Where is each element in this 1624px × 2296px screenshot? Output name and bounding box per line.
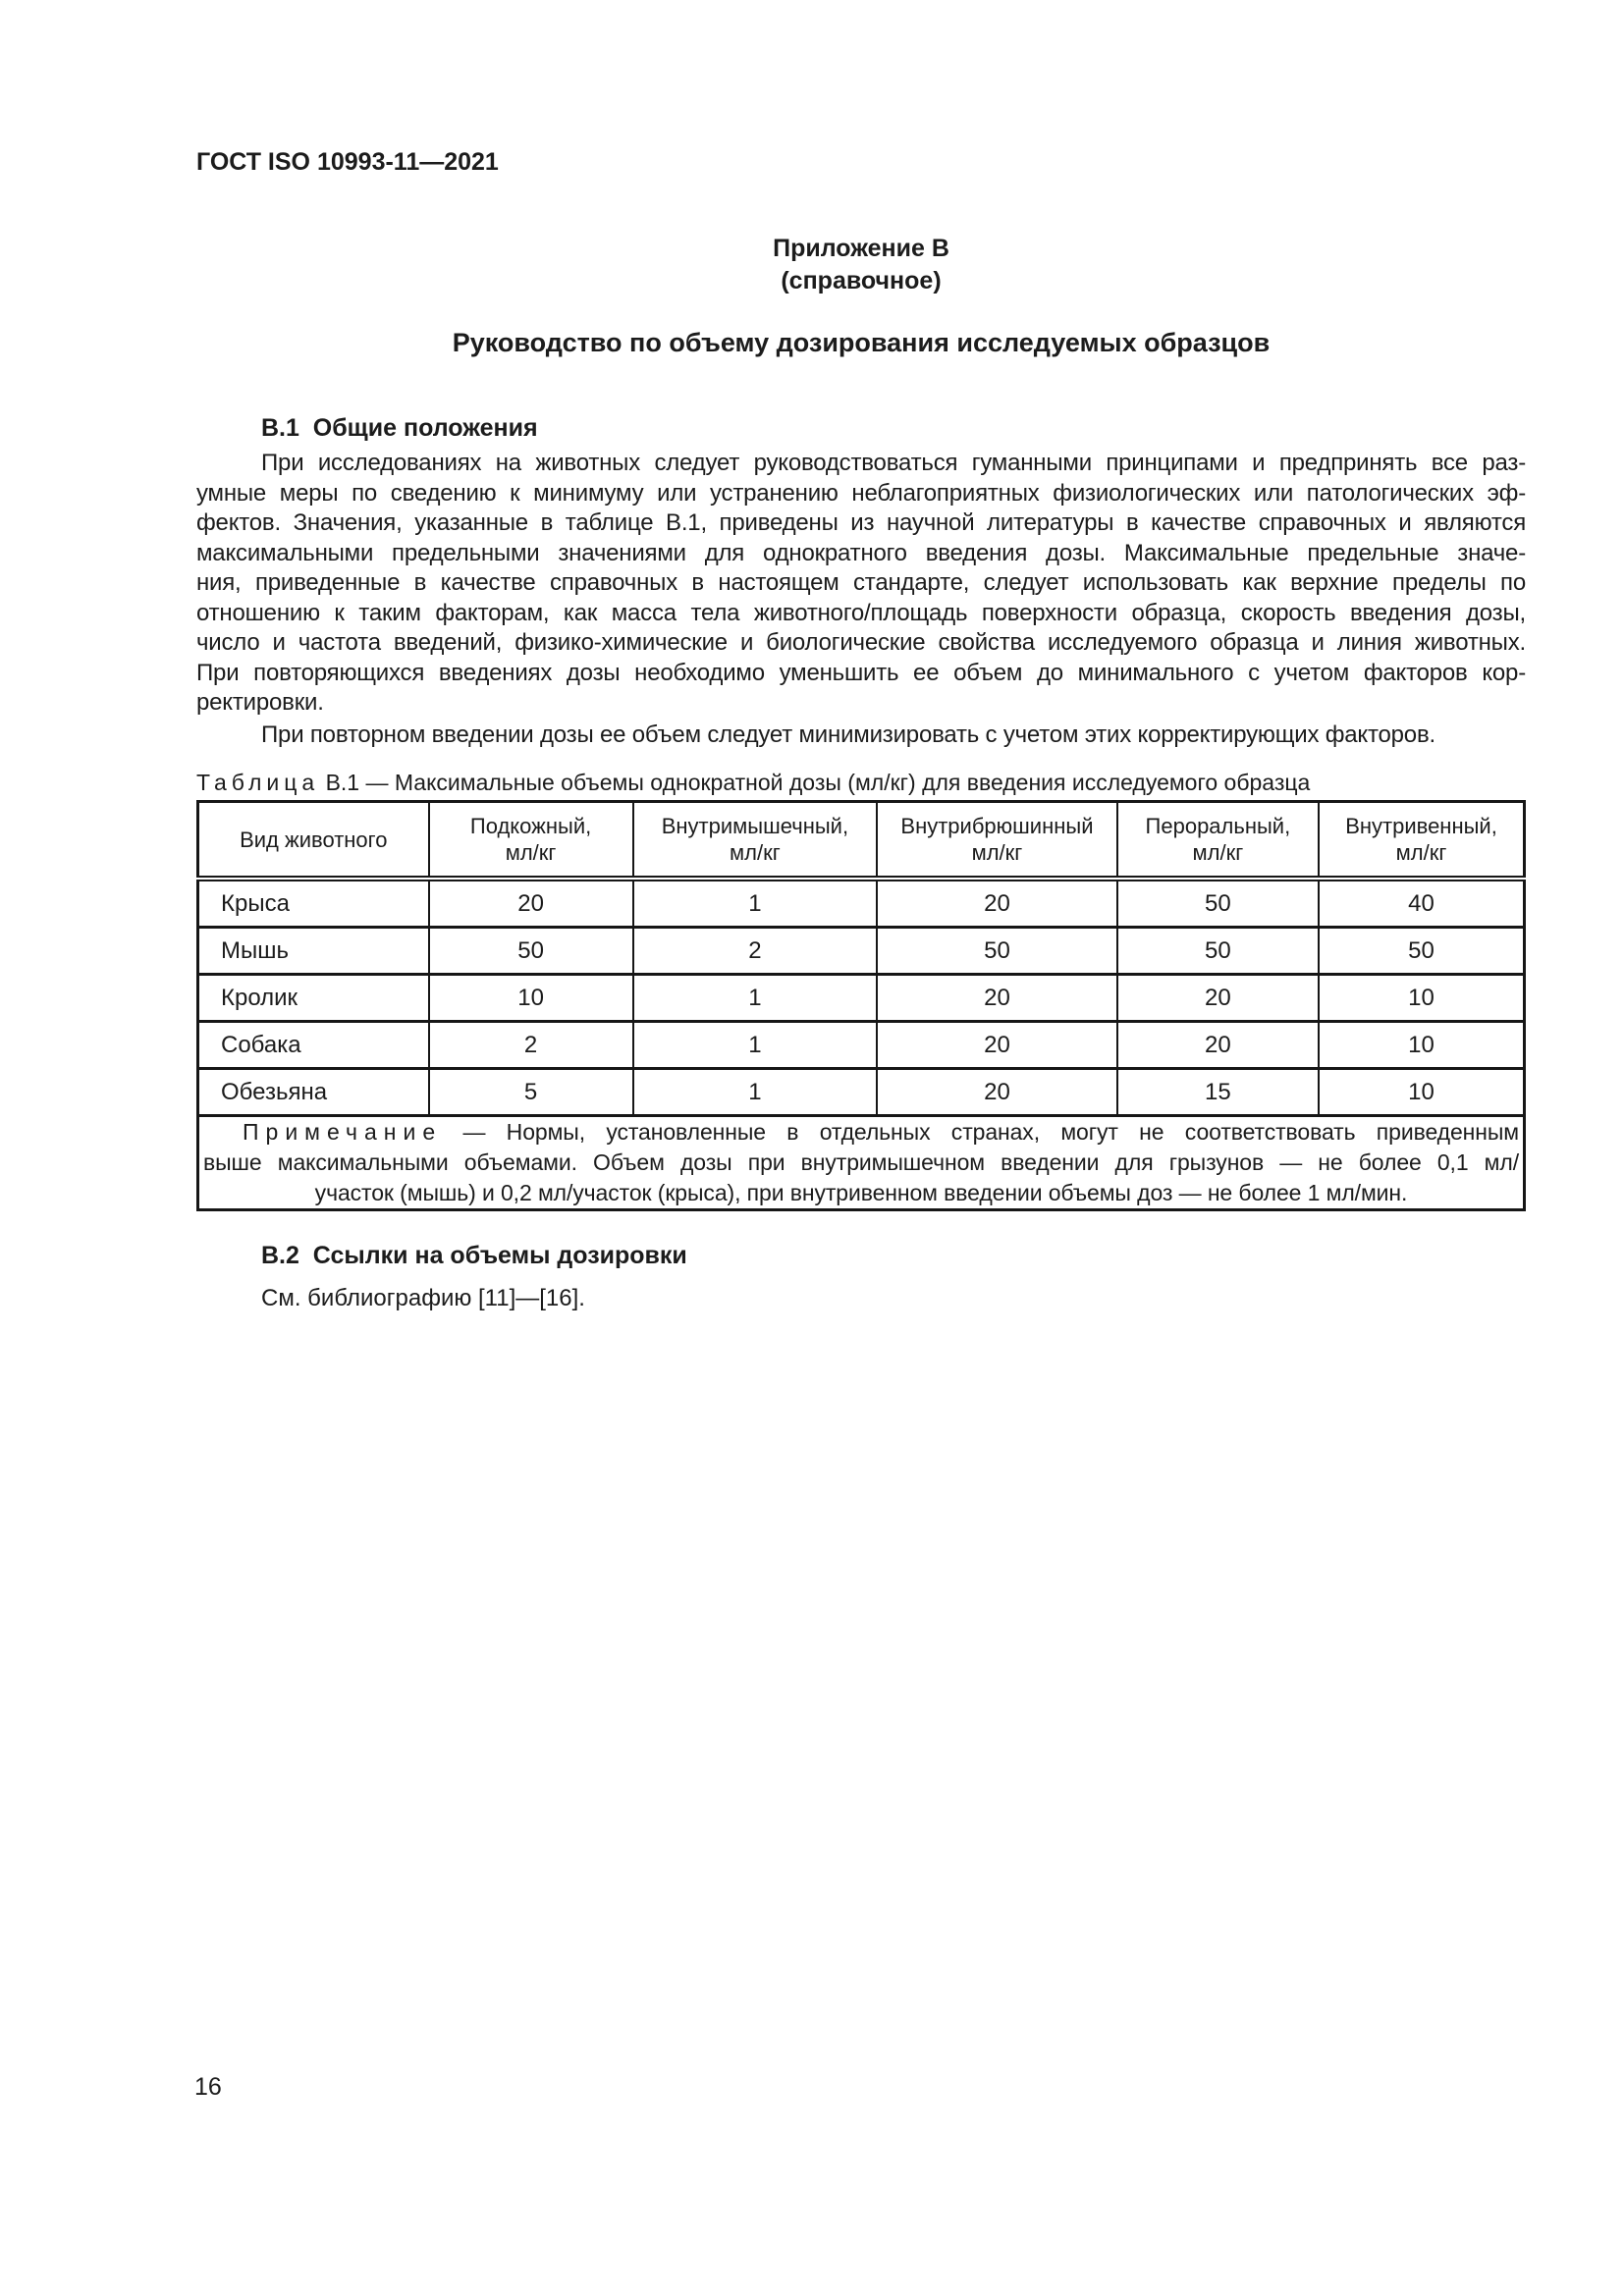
annex-title: Приложение В [773, 235, 949, 262]
dose-value: 40 [1319, 879, 1524, 928]
table-header-row [198, 802, 1525, 880]
section-b2-text: См. библиографию [11]—[16]. [261, 1285, 585, 1311]
dose-value: 10 [1319, 1069, 1524, 1116]
page-title: Руководство по объему дозирования исследуемых образцов [452, 328, 1271, 357]
animal-name: Кролик [198, 975, 429, 1022]
animal-name: Мышь [198, 928, 429, 975]
page-content [196, 233, 1526, 1313]
table-note-row [198, 1116, 1525, 1210]
dose-value: 20 [1117, 1022, 1319, 1069]
dose-value: 20 [877, 975, 1117, 1022]
table-row [198, 1022, 1525, 1069]
column-header-subcutaneous: Подкожный, мл/кг [429, 802, 633, 880]
paragraph-b1 [196, 449, 1526, 719]
paragraph-line: При исследованиях на животных следует руководствоваться гуманными принципами и предпринять все раз- [261, 450, 1526, 476]
page-number: 16 [194, 2073, 222, 2101]
column-header-oral: Пероральный, мл/кг [1117, 802, 1319, 880]
paragraph-line: умные меры по сведению к минимуму или устранению неблагоприятных физиологических или патологических эф- [196, 479, 1526, 507]
note-line: участок (мышь) и 0,2 мл/участок (крыса), при внутривенном введении объемы доз — не более 1 мл/мин. [314, 1180, 1408, 1205]
dose-value: 20 [877, 1069, 1117, 1116]
dose-value: 1 [633, 1069, 878, 1116]
animal-name: Крыса [198, 879, 429, 928]
table-row [198, 975, 1525, 1022]
table-row [198, 1069, 1525, 1116]
note-label: Примечание [243, 1119, 443, 1145]
paragraph-line: отношению к таким факторам, как масса тела животного/площадь поверхности образца, скорость введения дозы, [196, 599, 1526, 626]
dose-value: 50 [1117, 928, 1319, 975]
running-header-doc-code: ГОСТ ISO 10993-11—2021 [196, 148, 499, 176]
dose-value: 2 [633, 928, 878, 975]
dose-value: 10 [1319, 975, 1524, 1022]
dose-value: 50 [429, 928, 633, 975]
paragraph-line: число и частота введений, физико-химические и биологические свойства исследуемого образца и линия животных. [196, 629, 1526, 656]
note-line: Примечание — Нормы, установленные в отдельных странах, могут не соответствовать приведенным [243, 1119, 1519, 1145]
dose-value: 20 [877, 1022, 1117, 1069]
dose-volume-table [196, 800, 1526, 1211]
column-header-intraperitoneal: Внутрибрюшинный мл/кг [877, 802, 1117, 880]
paragraph-line: ния, приведенные в качестве справочных в настоящем стандарте, следует использовать как верхние пределы по [196, 569, 1526, 596]
dose-value: 10 [1319, 1022, 1524, 1069]
dose-value: 10 [429, 975, 633, 1022]
section-b2-title: В.2 Ссылки на объемы дозировки [261, 1242, 687, 1269]
dose-value: 1 [633, 975, 878, 1022]
section-b1-title: В.1 Общие положения [261, 414, 538, 442]
note-line: выше максимальными объемами. Объем дозы при внутримышечном введении для грызунов — не более 0,1 мл/ [203, 1149, 1519, 1175]
table-note [198, 1116, 1525, 1210]
dose-value: 1 [633, 879, 878, 928]
annex-subtitle: (справочное) [781, 267, 942, 294]
paragraph-line: фектов. Значения, указанные в таблице В.1, приведены из научной литературы в качестве справочных и являются [196, 509, 1526, 536]
dose-value: 15 [1117, 1069, 1319, 1116]
table-row [198, 879, 1525, 928]
table-caption-text: В.1 — Максимальные объемы однократной дозы (мл/кг) для введения исследуемого образца [319, 770, 1311, 795]
column-header-animal: Вид животного [198, 802, 429, 880]
dose-value: 50 [1117, 879, 1319, 928]
dose-value: 5 [429, 1069, 633, 1116]
dose-value: 50 [1319, 928, 1524, 975]
table-caption-label: Таблица [196, 770, 320, 795]
dose-value: 20 [1117, 975, 1319, 1022]
paragraph-line: При повторяющихся введениях дозы необходимо уменьшить ее объем до минимального с учетом факторов кор- [196, 659, 1526, 686]
column-header-intravenous: Внутривенный, мл/кг [1319, 802, 1524, 880]
dose-value: 20 [429, 879, 633, 928]
paragraph-b1-second: При повторном введении дозы ее объем следует минимизировать с учетом этих корректирующих факторов. [261, 721, 1435, 748]
dose-value: 20 [877, 879, 1117, 928]
table-row [198, 928, 1525, 975]
annex-heading [196, 233, 1526, 297]
column-header-intramuscular: Внутримышечный, мл/кг [633, 802, 878, 880]
dose-value: 50 [877, 928, 1117, 975]
dose-value: 2 [429, 1022, 633, 1069]
paragraph-line: максимальными предельными значениями для однократного введения дозы. Максимальные предельные значе- [196, 539, 1526, 566]
animal-name: Собака [198, 1022, 429, 1069]
paragraph-line: ректировки. [196, 689, 324, 716]
dose-value: 1 [633, 1022, 878, 1069]
table-caption [196, 768, 1526, 797]
animal-name: Обезьяна [198, 1069, 429, 1116]
